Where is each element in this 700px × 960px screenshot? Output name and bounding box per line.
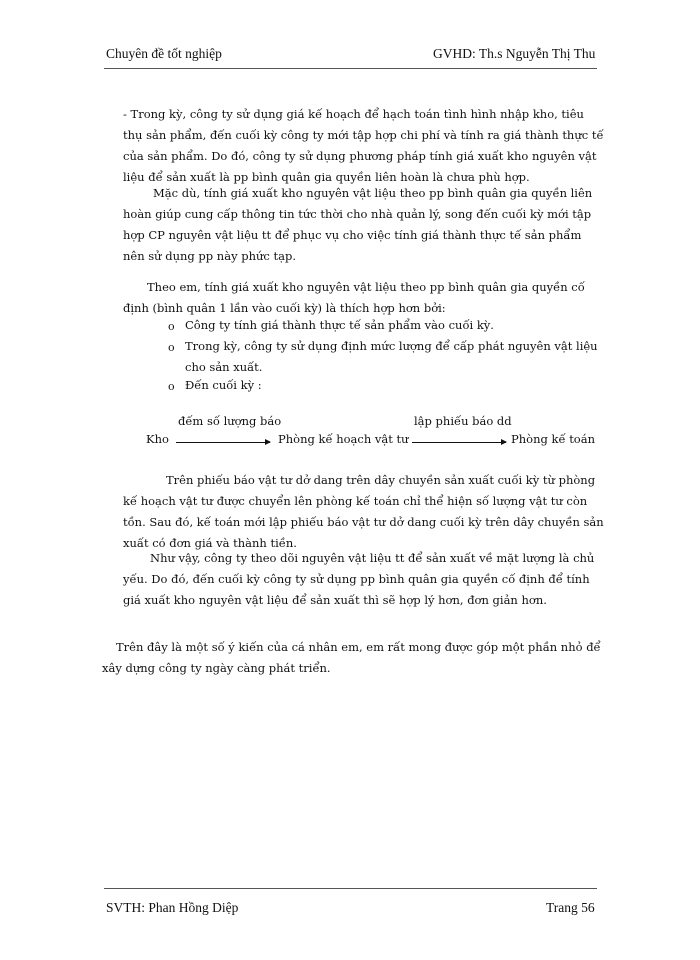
text-line: Trên đây là một số ý kiến của cá nhân em, em rất mong được góp một phần nhỏ để	[116, 640, 601, 654]
text-line: yếu. Do đó, đến cuối kỳ công ty sử dụng pp bình quân gia quyền cố định để tính	[123, 572, 590, 586]
flow-arrow	[412, 442, 506, 443]
bullet-marker: o	[168, 341, 175, 354]
flow-node-accounting: Phòng kế toán	[511, 432, 595, 446]
text-line: Trên phiếu báo vật tư dở dang trên dây chuyền sản xuất cuối kỳ từ phòng	[166, 473, 596, 487]
flow-node-kho: Kho	[146, 432, 169, 446]
text-line: của sản phẩm. Do đó, công ty sử dụng phương pháp tính giá xuất kho nguyên vật	[123, 149, 597, 163]
text-line: kế hoạch vật tư được chuyển lên phòng kế toán chỉ thể hiện số lượng vật tư còn	[123, 494, 588, 508]
text-line: thụ sản phẩm, đến cuối kỳ công ty mới tập hợp chi phí và tính ra giá thành thực tế	[123, 128, 604, 142]
flow-label-count: đếm số lượng báo	[178, 414, 282, 428]
flow-label-report: lập phiếu báo dd	[414, 414, 512, 428]
text-line: - Trong kỳ, công ty sử dụng giá kế hoạch để hạch toán tình hình nhập kho, tiêu	[123, 107, 584, 121]
text-line: xây dựng công ty ngày càng phát triển.	[102, 661, 331, 675]
flow-node-planning: Phòng kế hoạch vật tư	[278, 432, 409, 446]
text-line: hợp CP nguyên vật liệu tt để phục vụ cho việc tính giá thành thực tế sản phẩm	[123, 228, 582, 242]
bullet-marker: o	[168, 320, 175, 333]
bullet-text: Công ty tính giá thành thực tế sản phẩm vào cuối kỳ.	[185, 318, 494, 332]
footer-rule	[104, 888, 597, 889]
text-line: định (bình quân 1 lần vào cuối kỳ) là thích hợp hơn bởi:	[123, 301, 446, 315]
flow-arrow	[176, 442, 270, 443]
text-line: Mặc dù, tính giá xuất kho nguyên vật liệu theo pp bình quân gia quyền liên	[153, 186, 593, 200]
header-rule	[104, 68, 597, 69]
bullet-marker: o	[168, 380, 175, 393]
page-number: Trang 56	[546, 900, 595, 915]
bullet-text: Trong kỳ, công ty sử dụng định mức lượng để cấp phát nguyên vật liệu	[185, 339, 598, 353]
text-line: Như vậy, công ty theo dõi nguyên vật liệu tt để sản xuất về mặt lượng là chủ	[150, 551, 595, 565]
text-line: tồn. Sau đó, kế toán mới lập phiếu báo vật tư dở dang cuối kỳ trên dây chuyền sản	[123, 515, 604, 529]
footer-author: SVTH: Phan Hồng Diệp	[106, 900, 239, 915]
bullet-text: Đến cuối kỳ :	[185, 378, 262, 392]
text-line: xuất có đơn giá và thành tiền.	[123, 536, 297, 550]
header-advisor: GVHD: Th.s Nguyễn Thị Thu	[433, 46, 596, 61]
text-line: liệu để sản xuất là pp bình quân gia quyền liên hoàn là chưa phù hợp.	[123, 170, 530, 184]
text-line: hoàn giúp cung cấp thông tin tức thời cho nhà quản lý, song đến cuối kỳ mới tập	[123, 207, 592, 221]
header-title: Chuyên đề tốt nghiệp	[106, 46, 222, 61]
text-line: Theo em, tính giá xuất kho nguyên vật liệu theo pp bình quân gia quyền cố	[147, 280, 585, 294]
bullet-text: cho sản xuất.	[185, 360, 263, 374]
text-line: nên sử dụng pp này phức tạp.	[123, 249, 296, 263]
text-line: giá xuất kho nguyên vật liệu để sản xuất thì sẽ hợp lý hơn, đơn giản hơn.	[123, 593, 547, 607]
